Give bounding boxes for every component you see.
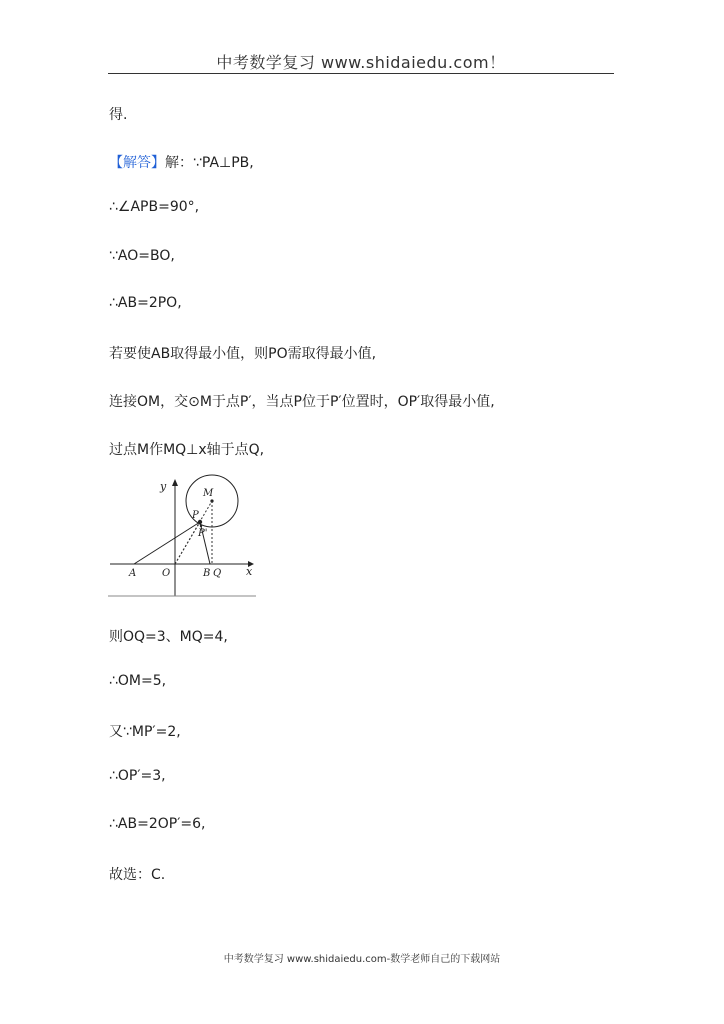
text-line-ab-2po: ∴AB=2PO, <box>109 295 182 311</box>
segment-pa <box>134 522 200 564</box>
text-line-de: 得. <box>109 107 128 123</box>
solution-intro-line <box>109 152 254 172</box>
text-line-angle: ∴∠APB=90°, <box>109 199 200 215</box>
label-y: y <box>160 480 167 493</box>
text-line-mp-prime: 又∵MP′=2, <box>109 724 181 740</box>
label-q: Q <box>213 568 222 579</box>
point-p-prime-dot <box>200 525 202 527</box>
answer-tag: 【解答】 <box>109 155 165 171</box>
segment-op <box>175 522 200 564</box>
page-footer: 中考数学复习 www.shidaiedu.com-数学老师自己的下载网站 <box>223 954 501 965</box>
geometry-figure <box>108 474 258 599</box>
label-a: A <box>129 568 137 579</box>
text-line-oq-mq: 则OQ=3、MQ=4, <box>109 629 228 645</box>
text-line-connect-om: 连接OM，交⊙M于点P′，当点P位于P′位置时，OP′取得最小值, <box>109 394 495 410</box>
label-p-prime: P' <box>198 528 208 539</box>
text-line-om: ∴OM=5, <box>109 673 167 689</box>
label-o: O <box>162 568 171 579</box>
y-axis-arrow <box>172 479 178 486</box>
text-line-perpendicular: 过点M作MQ⊥x轴于点Q, <box>109 442 265 458</box>
label-p: P <box>192 510 199 521</box>
text-line-op-prime: ∴OP′=3, <box>109 768 166 784</box>
solution-intro-text: 解：∵PA⊥PB, <box>165 155 254 171</box>
text-line-ao-bo: ∵AO=BO, <box>109 248 175 264</box>
text-line-answer: 故选：C. <box>109 867 166 883</box>
label-x: x <box>246 565 253 578</box>
text-line-ab-result: ∴AB=2OP′=6, <box>109 816 206 832</box>
text-line-minimize: 若要使AB取得最小值，则PO需取得最小值, <box>109 346 377 362</box>
label-b: B <box>203 568 211 579</box>
label-m: M <box>203 488 214 499</box>
header-divider <box>108 73 614 74</box>
page-header: 中考数学复习 www.shidaiedu.com！ <box>216 53 506 72</box>
